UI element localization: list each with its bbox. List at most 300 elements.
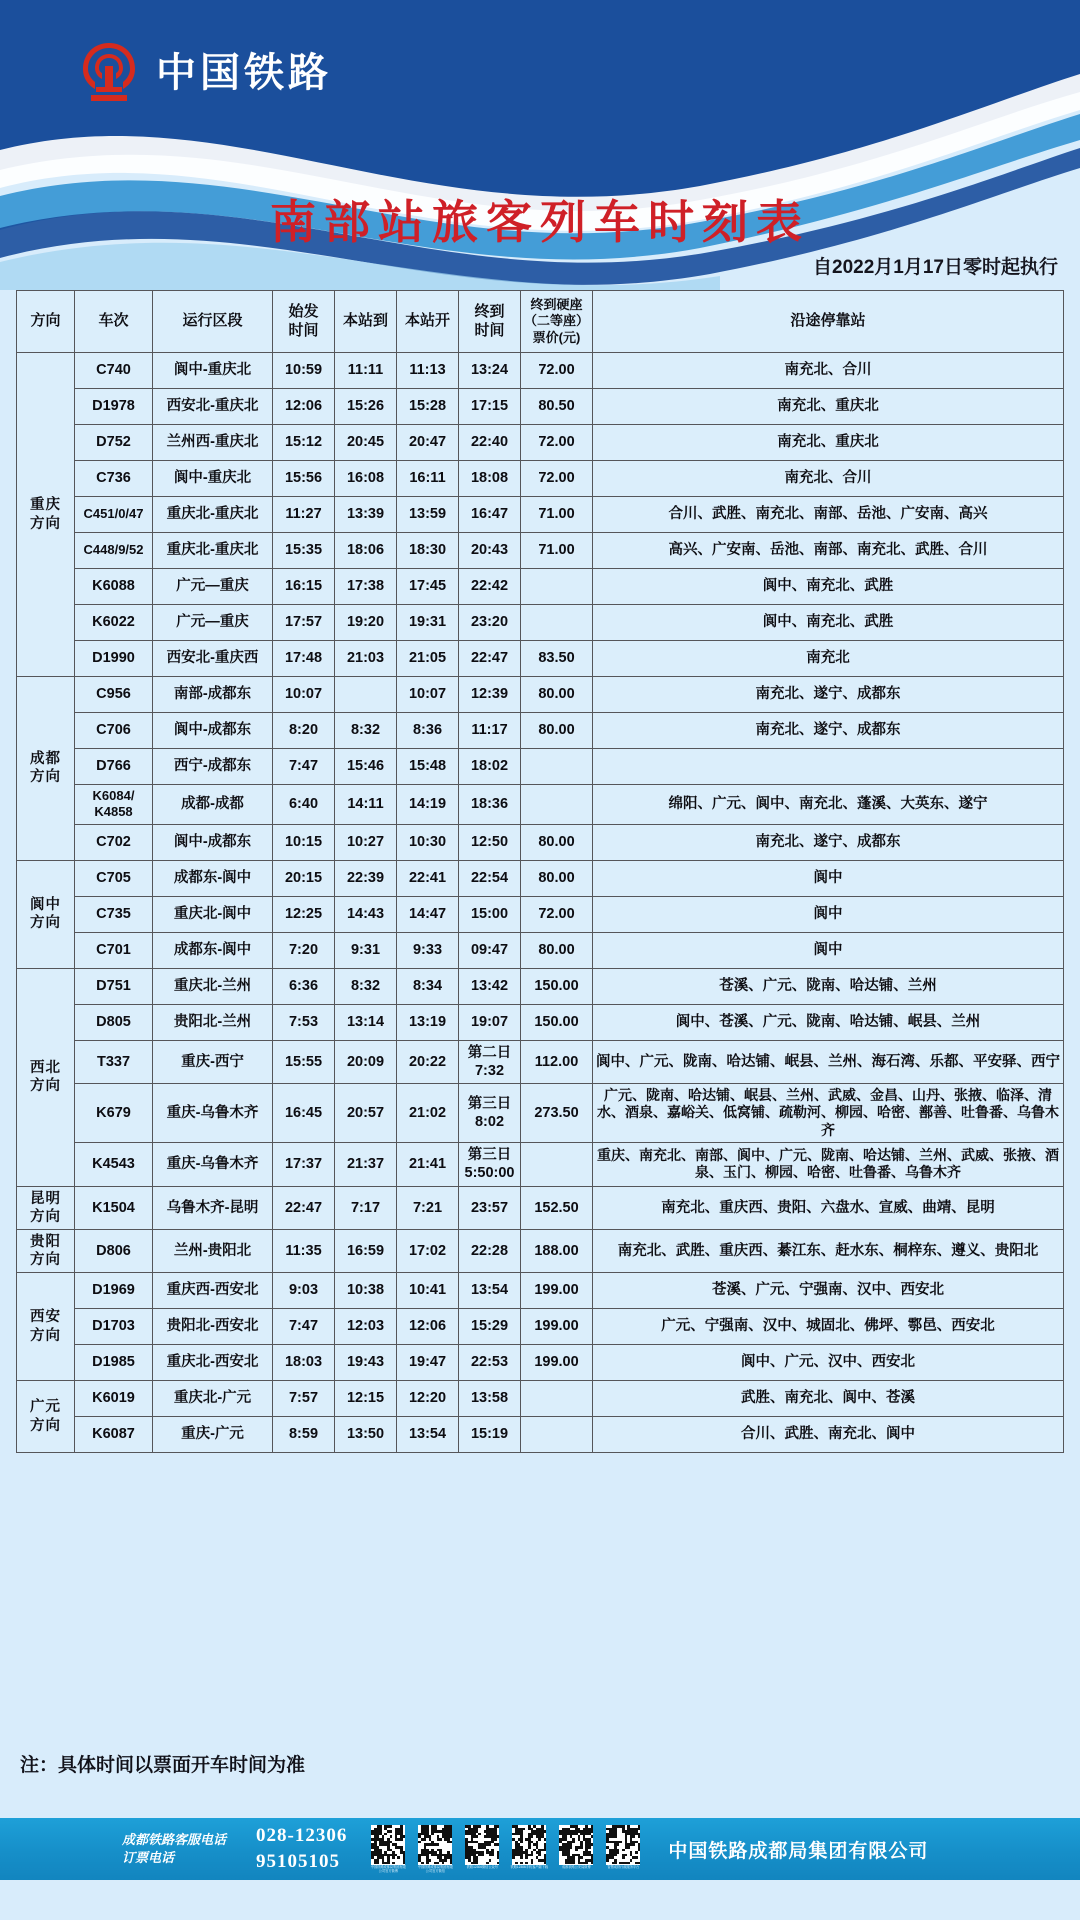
station-departure-cell: 7:21 (397, 1186, 459, 1229)
qr-code-row (369, 1825, 642, 1873)
table-row (17, 641, 1064, 677)
qr-code-caption: 铁路12306微信公众号 (466, 1864, 498, 1869)
table-row (17, 1186, 1064, 1229)
route-cell: 成都东-阆中 (153, 860, 273, 896)
stops-cell: 南充北、遂宁、成都东 (593, 713, 1064, 749)
fare-cell: 150.00 (521, 1004, 593, 1040)
train-number-cell: D1969 (75, 1273, 153, 1309)
route-cell: 阆中-重庆北 (153, 353, 273, 389)
station-arrival-cell: 10:38 (335, 1273, 397, 1309)
table-row (17, 461, 1064, 497)
origin-departure-cell: 7:57 (273, 1381, 335, 1417)
qr-code-icon (606, 1825, 640, 1865)
stops-cell: 南充北、重庆西、贵阳、六盘水、宣威、曲靖、昆明 (593, 1186, 1064, 1229)
train-number-cell: T337 (75, 1040, 153, 1083)
th-train-no: 车次 (75, 291, 153, 353)
fare-cell: 72.00 (521, 353, 593, 389)
origin-departure-cell: 15:35 (273, 533, 335, 569)
china-railway-logo-icon (78, 40, 140, 106)
station-arrival-cell: 21:03 (335, 641, 397, 677)
table-row (17, 389, 1064, 425)
origin-departure-cell: 17:57 (273, 605, 335, 641)
origin-departure-cell: 6:36 (273, 968, 335, 1004)
station-arrival-cell: 14:43 (335, 896, 397, 932)
table-row (17, 1381, 1064, 1417)
final-arrival-cell: 09:47 (459, 932, 521, 968)
station-departure-cell: 19:31 (397, 605, 459, 641)
stops-cell: 阆中、广元、汉中、西安北 (593, 1345, 1064, 1381)
stops-cell: 苍溪、广元、宁强南、汉中、西安北 (593, 1273, 1064, 1309)
table-row (17, 1417, 1064, 1453)
train-number-cell: D1703 (75, 1309, 153, 1345)
origin-departure-cell: 12:06 (273, 389, 335, 425)
fare-cell: 71.00 (521, 497, 593, 533)
qr-code-item (604, 1825, 642, 1870)
booking-phone-number: 95105105 (256, 1851, 340, 1872)
station-departure-cell: 9:33 (397, 932, 459, 968)
stops-cell: 合川、武胜、南充北、南部、岳池、广安南、高兴 (593, 497, 1064, 533)
train-number-cell: D1978 (75, 389, 153, 425)
fare-cell: 80.00 (521, 824, 593, 860)
stops-cell: 阆中、南充北、武胜 (593, 605, 1064, 641)
stops-cell: 合川、武胜、南充北、阆中 (593, 1417, 1064, 1453)
origin-departure-cell: 7:47 (273, 749, 335, 785)
th-arrive-final (459, 291, 521, 353)
th-depart-here: 本站开 (397, 291, 459, 353)
stops-cell: 南充北 (593, 641, 1064, 677)
qr-code-item (557, 1825, 595, 1870)
stops-cell: 广元、宁强南、汉中、城固北、佛坪、鄠邑、西安北 (593, 1309, 1064, 1345)
fare-cell: 80.00 (521, 860, 593, 896)
qr-code-icon (371, 1825, 405, 1865)
route-cell: 广元—重庆 (153, 569, 273, 605)
th-arrive-here: 本站到 (335, 291, 397, 353)
station-arrival-cell: 19:20 (335, 605, 397, 641)
final-arrival-cell: 15:00 (459, 896, 521, 932)
station-arrival-cell: 13:14 (335, 1004, 397, 1040)
origin-departure-cell: 20:15 (273, 860, 335, 896)
stops-cell: 阆中 (593, 860, 1064, 896)
service-phone-label: 成都铁路客服电话 (122, 1832, 227, 1848)
table-row (17, 1004, 1064, 1040)
footnote: 注：具体时间以票面开车时间为准 (20, 1755, 306, 1776)
th-direction: 方向 (17, 291, 75, 353)
qr-code-caption: 中国铁路成都局集团有限公司官方微博 (370, 1864, 406, 1873)
station-departure-cell: 21:02 (397, 1083, 459, 1143)
route-cell: 阆中-成都东 (153, 824, 273, 860)
origin-departure-cell: 10:07 (273, 677, 335, 713)
route-cell: 西安北-重庆西 (153, 641, 273, 677)
origin-departure-cell: 11:35 (273, 1229, 335, 1272)
stops-cell: 南充北、遂宁、成都东 (593, 824, 1064, 860)
train-number-cell: D752 (75, 425, 153, 461)
train-number-cell: C705 (75, 860, 153, 896)
train-number-cell: K6084/ K4858 (75, 785, 153, 825)
final-arrival-cell: 17:15 (459, 389, 521, 425)
booking-phone-label: 订票电话 (122, 1850, 175, 1865)
brand-logo (78, 40, 332, 106)
origin-departure-cell: 7:20 (273, 932, 335, 968)
train-number-cell: K6087 (75, 1417, 153, 1453)
station-arrival-cell: 17:38 (335, 569, 397, 605)
station-arrival-cell: 9:31 (335, 932, 397, 968)
qr-code-item (416, 1825, 454, 1873)
train-number-cell: D1990 (75, 641, 153, 677)
origin-departure-cell: 15:12 (273, 425, 335, 461)
fare-cell: 72.00 (521, 425, 593, 461)
train-number-cell: K4543 (75, 1143, 153, 1186)
train-number-cell: K6019 (75, 1381, 153, 1417)
fare-cell: 150.00 (521, 968, 593, 1004)
train-number-cell: K1504 (75, 1186, 153, 1229)
station-arrival-cell: 21:37 (335, 1143, 397, 1186)
qr-code-icon (559, 1825, 593, 1865)
train-number-cell: C740 (75, 353, 153, 389)
station-arrival-cell: 16:08 (335, 461, 397, 497)
table-row (17, 896, 1064, 932)
final-arrival-cell: 23:20 (459, 605, 521, 641)
origin-departure-cell: 6:40 (273, 785, 335, 825)
final-arrival-cell: 22:28 (459, 1229, 521, 1272)
station-departure-cell: 21:41 (397, 1143, 459, 1186)
table-body (17, 353, 1064, 1453)
route-cell: 兰州-贵阳北 (153, 1229, 273, 1272)
footer-phone-numbers (256, 1823, 347, 1874)
fare-cell: 80.00 (521, 677, 593, 713)
final-arrival-cell: 22:53 (459, 1345, 521, 1381)
station-departure-cell: 13:54 (397, 1417, 459, 1453)
stops-cell: 南充北、遂宁、成都东 (593, 677, 1064, 713)
table-row (17, 425, 1064, 461)
route-cell: 重庆北-兰州 (153, 968, 273, 1004)
route-cell: 重庆北-阆中 (153, 896, 273, 932)
station-departure-cell: 12:20 (397, 1381, 459, 1417)
station-departure-cell: 10:41 (397, 1273, 459, 1309)
route-cell: 乌鲁木齐-昆明 (153, 1186, 273, 1229)
origin-departure-cell: 15:56 (273, 461, 335, 497)
station-arrival-cell: 20:57 (335, 1083, 397, 1143)
station-arrival-cell: 18:06 (335, 533, 397, 569)
station-arrival-cell: 15:46 (335, 749, 397, 785)
fare-cell (521, 1381, 593, 1417)
page-title: 南部站旅客列车时刻表 (270, 197, 810, 248)
table-row (17, 932, 1064, 968)
fare-cell: 199.00 (521, 1273, 593, 1309)
fare-cell: 83.50 (521, 641, 593, 677)
th-depart-origin (273, 291, 335, 353)
origin-departure-cell: 12:25 (273, 896, 335, 932)
route-cell: 重庆-乌鲁木齐 (153, 1083, 273, 1143)
fare-cell (521, 1417, 593, 1453)
qr-code-item (510, 1825, 548, 1870)
fare-cell: 72.00 (521, 461, 593, 497)
station-departure-cell: 13:19 (397, 1004, 459, 1040)
table-row (17, 677, 1064, 713)
route-cell: 阆中-重庆北 (153, 461, 273, 497)
direction-cell: 西北 方向 (17, 968, 75, 1186)
fare-cell: 199.00 (521, 1345, 593, 1381)
final-arrival-cell: 15:29 (459, 1309, 521, 1345)
direction-cell: 广元 方向 (17, 1381, 75, 1453)
qr-code-icon (465, 1825, 499, 1865)
station-departure-cell: 10:30 (397, 824, 459, 860)
final-arrival-cell: 22:47 (459, 641, 521, 677)
table-row (17, 968, 1064, 1004)
origin-departure-cell: 16:15 (273, 569, 335, 605)
station-arrival-cell: 11:11 (335, 353, 397, 389)
route-cell: 重庆-广元 (153, 1417, 273, 1453)
station-departure-cell: 15:48 (397, 749, 459, 785)
qr-code-icon (512, 1825, 546, 1865)
final-arrival-cell: 第三日 8:02 (459, 1083, 521, 1143)
final-arrival-cell: 第二日 7:32 (459, 1040, 521, 1083)
fare-cell: 80.50 (521, 389, 593, 425)
fare-cell: 188.00 (521, 1229, 593, 1272)
fare-cell: 152.50 (521, 1186, 593, 1229)
fare-cell: 72.00 (521, 896, 593, 932)
th-fare (521, 291, 593, 353)
qr-code-item (369, 1825, 407, 1873)
stops-cell: 南充北、合川 (593, 353, 1064, 389)
route-cell: 重庆北-重庆北 (153, 497, 273, 533)
qr-code-caption: 成都铁路公安局微博 (561, 1864, 591, 1869)
train-number-cell: K6022 (75, 605, 153, 641)
station-departure-cell: 14:19 (397, 785, 459, 825)
final-arrival-cell: 13:54 (459, 1273, 521, 1309)
stops-cell: 南充北、武胜、重庆西、綦江东、赶水东、桐梓东、遵义、贵阳北 (593, 1229, 1064, 1272)
origin-departure-cell: 18:03 (273, 1345, 335, 1381)
station-arrival-cell: 16:59 (335, 1229, 397, 1272)
final-arrival-cell: 22:42 (459, 569, 521, 605)
footer-phone-labels (122, 1831, 248, 1866)
origin-departure-cell: 10:15 (273, 824, 335, 860)
final-arrival-cell: 20:43 (459, 533, 521, 569)
station-departure-cell: 15:28 (397, 389, 459, 425)
stops-cell: 高兴、广安南、岳池、南部、南充北、武胜、合川 (593, 533, 1064, 569)
th-depart-origin-l1: 始发 (288, 302, 319, 320)
fare-cell (521, 749, 593, 785)
station-departure-cell: 21:05 (397, 641, 459, 677)
stops-cell: 阆中、南充北、武胜 (593, 569, 1064, 605)
origin-departure-cell: 16:45 (273, 1083, 335, 1143)
qr-code-caption: 铁路12306手机客户端下载 (510, 1864, 549, 1869)
stops-cell: 武胜、南充北、阆中、苍溪 (593, 1381, 1064, 1417)
station-departure-cell: 17:02 (397, 1229, 459, 1272)
route-cell: 成都-成都 (153, 785, 273, 825)
station-arrival-cell: 12:03 (335, 1309, 397, 1345)
fare-cell: 80.00 (521, 713, 593, 749)
table-row (17, 860, 1064, 896)
header-row (17, 291, 1064, 353)
stops-cell: 南充北、合川 (593, 461, 1064, 497)
route-cell: 西安北-重庆北 (153, 389, 273, 425)
route-cell: 广元—重庆 (153, 605, 273, 641)
station-departure-cell: 18:30 (397, 533, 459, 569)
train-number-cell: D806 (75, 1229, 153, 1272)
final-arrival-cell: 18:02 (459, 749, 521, 785)
stops-cell: 南充北、重庆北 (593, 389, 1064, 425)
direction-cell: 阆中 方向 (17, 860, 75, 968)
direction-cell: 昆明 方向 (17, 1186, 75, 1229)
train-number-cell: C448/9/52 (75, 533, 153, 569)
station-arrival-cell (335, 677, 397, 713)
stops-cell: 重庆、南充北、南部、阆中、广元、陇南、哈达铺、兰州、武威、张掖、酒泉、玉门、柳园、哈密、吐鲁番、乌鲁木齐 (593, 1143, 1064, 1186)
fare-cell: 71.00 (521, 533, 593, 569)
table-row (17, 353, 1064, 389)
footer-company-name: 中国铁路成都局集团有限公司 (668, 1840, 929, 1862)
direction-cell: 重庆 方向 (17, 353, 75, 677)
table-row (17, 1040, 1064, 1083)
table-row (17, 1083, 1064, 1143)
final-arrival-cell: 13:58 (459, 1381, 521, 1417)
th-fare-l3: 票价(元) (532, 329, 581, 345)
table-row (17, 497, 1064, 533)
effective-date-note: 自2022月1月17日零时起执行 (813, 257, 1058, 278)
stops-cell: 绵阳、广元、阆中、南充北、蓬溪、大英东、遂宁 (593, 785, 1064, 825)
station-arrival-cell: 20:09 (335, 1040, 397, 1083)
station-arrival-cell: 7:17 (335, 1186, 397, 1229)
station-arrival-cell: 10:27 (335, 824, 397, 860)
train-number-cell: C451/0/47 (75, 497, 153, 533)
route-cell: 兰州西-重庆北 (153, 425, 273, 461)
origin-departure-cell: 7:47 (273, 1309, 335, 1345)
train-number-cell: D1985 (75, 1345, 153, 1381)
qr-code-caption: 智慧成铁行政服务平台 (607, 1864, 640, 1869)
route-cell: 西宁-成都东 (153, 749, 273, 785)
table-row (17, 1143, 1064, 1186)
train-number-cell: C956 (75, 677, 153, 713)
station-departure-cell: 13:59 (397, 497, 459, 533)
table-row (17, 1229, 1064, 1272)
table-row (17, 1345, 1064, 1381)
table-row (17, 1309, 1064, 1345)
stops-cell: 南充北、重庆北 (593, 425, 1064, 461)
final-arrival-cell: 18:08 (459, 461, 521, 497)
table-row (17, 749, 1064, 785)
fare-cell: 80.00 (521, 932, 593, 968)
stops-cell (593, 749, 1064, 785)
origin-departure-cell: 8:20 (273, 713, 335, 749)
station-departure-cell: 8:34 (397, 968, 459, 1004)
final-arrival-cell: 11:17 (459, 713, 521, 749)
fare-cell (521, 605, 593, 641)
table-row (17, 785, 1064, 825)
origin-departure-cell: 15:55 (273, 1040, 335, 1083)
train-number-cell: D751 (75, 968, 153, 1004)
train-number-cell: C702 (75, 824, 153, 860)
th-arrive-final-l2: 时间 (474, 321, 505, 339)
final-arrival-cell: 13:24 (459, 353, 521, 389)
table-row (17, 824, 1064, 860)
stops-cell: 广元、陇南、哈达铺、岷县、兰州、武威、金昌、山丹、张掖、临泽、清水、酒泉、嘉峪关、低窝铺、疏勒河、柳园、哈密、鄯善、吐鲁番、乌鲁木齐 (593, 1083, 1064, 1143)
qr-code-caption: 中国铁路成都局集团有限公司官方微信 (417, 1864, 453, 1873)
route-cell: 成都东-阆中 (153, 932, 273, 968)
direction-cell: 西安 方向 (17, 1273, 75, 1381)
route-cell: 贵阳北-西安北 (153, 1309, 273, 1345)
train-number-cell: D805 (75, 1004, 153, 1040)
station-arrival-cell: 8:32 (335, 713, 397, 749)
brand-name: 中国铁路 (156, 51, 332, 95)
qr-code-icon (418, 1825, 452, 1865)
fare-cell (521, 569, 593, 605)
table-row (17, 605, 1064, 641)
fare-cell: 199.00 (521, 1309, 593, 1345)
th-arrive-final-l1: 终到 (474, 302, 505, 320)
train-number-cell: K6088 (75, 569, 153, 605)
final-arrival-cell: 22:40 (459, 425, 521, 461)
th-route: 运行区段 (153, 291, 273, 353)
final-arrival-cell: 19:07 (459, 1004, 521, 1040)
station-arrival-cell: 13:50 (335, 1417, 397, 1453)
station-arrival-cell: 22:39 (335, 860, 397, 896)
final-arrival-cell: 16:47 (459, 497, 521, 533)
stops-cell: 阆中 (593, 896, 1064, 932)
final-arrival-cell: 12:39 (459, 677, 521, 713)
final-arrival-cell: 12:50 (459, 824, 521, 860)
station-departure-cell: 20:22 (397, 1040, 459, 1083)
footer-bar (0, 1818, 1080, 1880)
route-cell: 阆中-成都东 (153, 713, 273, 749)
fare-cell (521, 1143, 593, 1186)
origin-departure-cell: 11:27 (273, 497, 335, 533)
origin-departure-cell: 22:47 (273, 1186, 335, 1229)
origin-departure-cell: 9:03 (273, 1273, 335, 1309)
origin-departure-cell: 10:59 (273, 353, 335, 389)
direction-cell: 成都 方向 (17, 677, 75, 861)
route-cell: 重庆-乌鲁木齐 (153, 1143, 273, 1186)
station-arrival-cell: 19:43 (335, 1345, 397, 1381)
station-departure-cell: 10:07 (397, 677, 459, 713)
table-row (17, 1273, 1064, 1309)
service-phone-number: 028-12306 (256, 1825, 348, 1847)
station-arrival-cell: 13:39 (335, 497, 397, 533)
route-cell: 重庆-西宁 (153, 1040, 273, 1083)
train-number-cell: D766 (75, 749, 153, 785)
train-number-cell: C701 (75, 932, 153, 968)
train-number-cell: C735 (75, 896, 153, 932)
train-number-cell: K679 (75, 1083, 153, 1143)
th-fare-l2: （二等座） (523, 313, 589, 329)
train-number-cell: C706 (75, 713, 153, 749)
station-arrival-cell: 12:15 (335, 1381, 397, 1417)
route-cell: 重庆北-重庆北 (153, 533, 273, 569)
origin-departure-cell: 17:37 (273, 1143, 335, 1186)
station-departure-cell: 11:13 (397, 353, 459, 389)
stops-cell: 苍溪、广元、陇南、哈达铺、兰州 (593, 968, 1064, 1004)
direction-cell: 贵阳 方向 (17, 1229, 75, 1272)
route-cell: 重庆西-西安北 (153, 1273, 273, 1309)
fare-cell: 112.00 (521, 1040, 593, 1083)
final-arrival-cell: 23:57 (459, 1186, 521, 1229)
train-timetable (16, 290, 1064, 1453)
train-number-cell: C736 (75, 461, 153, 497)
station-departure-cell: 22:41 (397, 860, 459, 896)
timetable-container (16, 290, 1064, 1453)
fare-cell: 273.50 (521, 1083, 593, 1143)
final-arrival-cell: 18:36 (459, 785, 521, 825)
station-arrival-cell: 8:32 (335, 968, 397, 1004)
route-cell: 重庆北-西安北 (153, 1345, 273, 1381)
th-stops: 沿途停靠站 (593, 291, 1064, 353)
station-departure-cell: 16:11 (397, 461, 459, 497)
table-row (17, 533, 1064, 569)
final-arrival-cell: 22:54 (459, 860, 521, 896)
fare-cell (521, 785, 593, 825)
station-arrival-cell: 20:45 (335, 425, 397, 461)
stops-cell: 阆中、苍溪、广元、陇南、哈达铺、岷县、兰州 (593, 1004, 1064, 1040)
final-arrival-cell: 13:42 (459, 968, 521, 1004)
station-departure-cell: 8:36 (397, 713, 459, 749)
